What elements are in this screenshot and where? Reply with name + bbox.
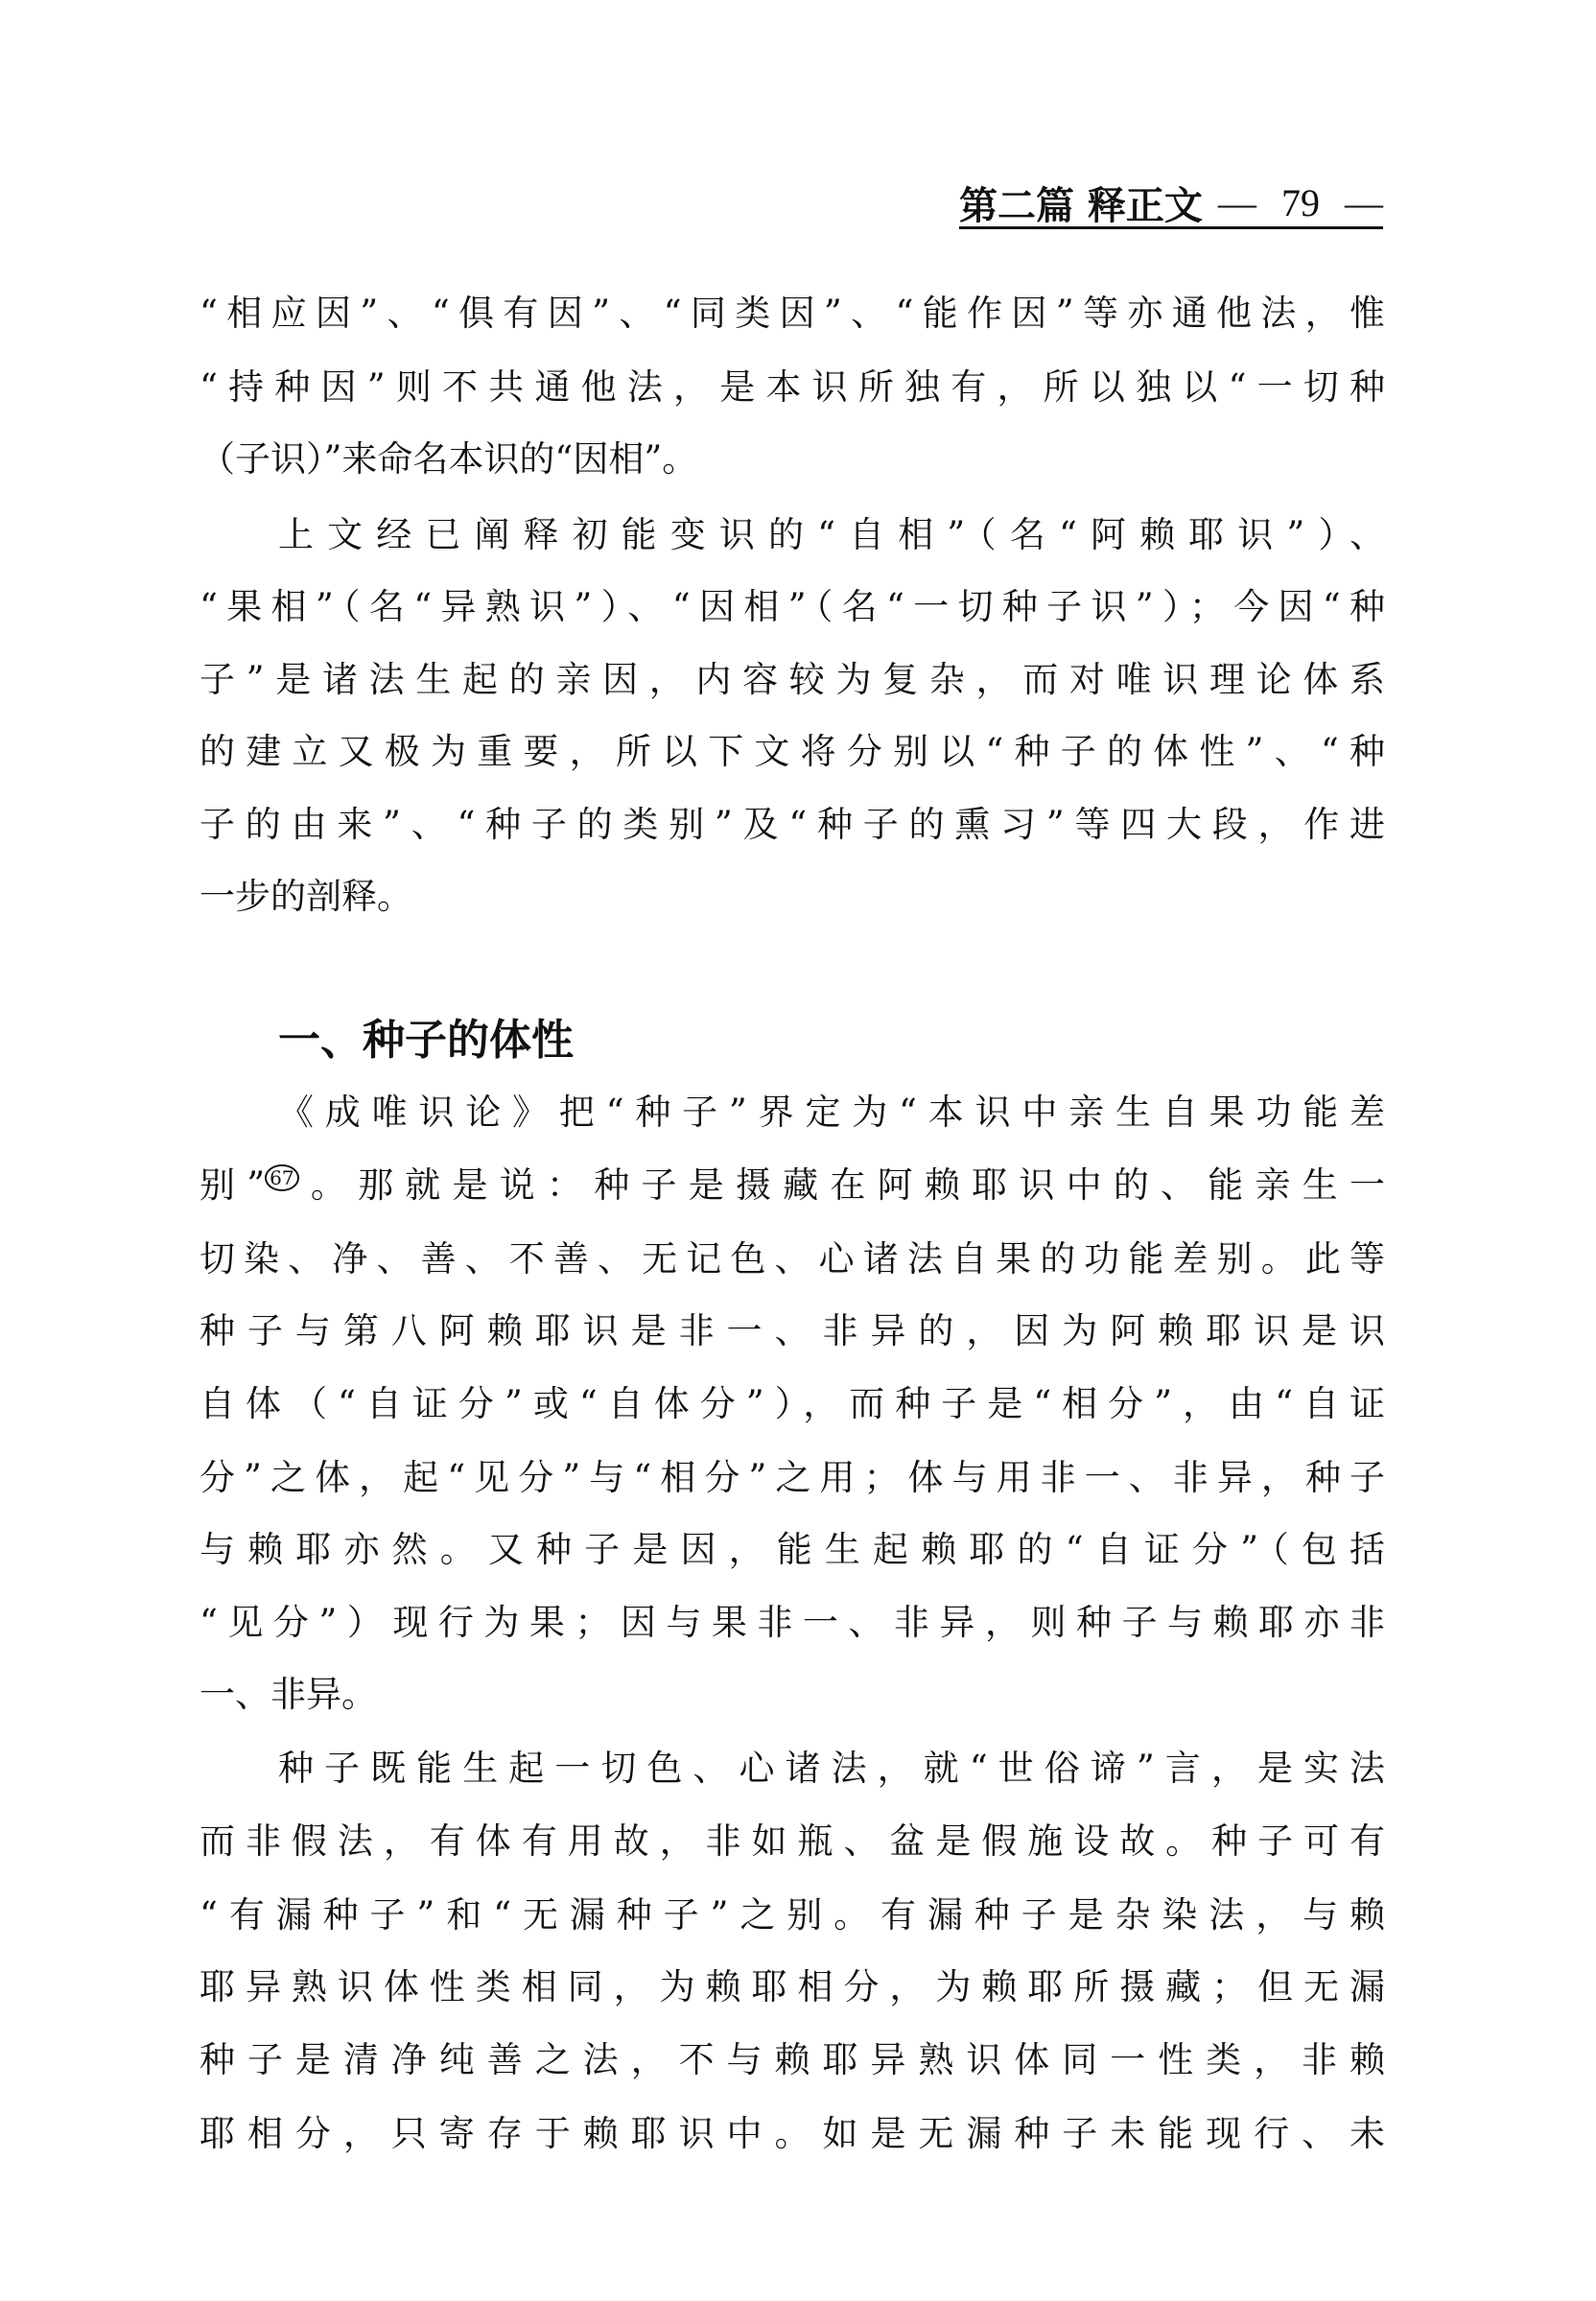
text-line: 一步的剖释。 bbox=[200, 876, 412, 917]
text-line: “持种因”则不共通他法，是本识所独有，所以独以“一切种 bbox=[200, 366, 1385, 408]
page-dash: — bbox=[1218, 180, 1256, 224]
running-header bbox=[959, 178, 1383, 229]
text-line: “见分”）现行为果；因与果非一、非异，则种子与赖耶亦非 bbox=[200, 1602, 1385, 1643]
text-line: 一、非异。 bbox=[200, 1674, 377, 1715]
text-line: 的建立又极为重要，所以下文将分别以“种子的体性”、“种 bbox=[200, 731, 1385, 772]
text-line: 耶异熟识体性类相同，为赖耶相分，为赖耶所摄藏；但无漏 bbox=[200, 1966, 1385, 2008]
text-line: 种子与第八阿赖耶识是非一、非异的，因为阿赖耶识是识 bbox=[200, 1310, 1385, 1351]
text-line: 而非假法，有体有用故，非如瓶、盆是假施设故。种子可有 bbox=[200, 1820, 1385, 1862]
page-number: 79 bbox=[1281, 180, 1320, 224]
footnote-marker[interactable]: 67 bbox=[265, 1164, 298, 1191]
text-line: 子”是诸法生起的亲因，内容较为复杂，而对唯识理论体系 bbox=[200, 659, 1385, 700]
text-line: 分”之体，起“见分”与“相分”之用；体与用非一、非异，种子 bbox=[200, 1457, 1385, 1498]
section-heading: 一、种子的体性 bbox=[278, 1016, 574, 1065]
text-line bbox=[200, 1149, 1385, 1222]
text-line: 自体（“自证分”或“自体分”），而种子是“相分”，由“自证 bbox=[200, 1383, 1385, 1424]
text-line: 《成唯识论》把“种子”界定为“本识中亲生自果功能差 bbox=[278, 1092, 1385, 1133]
text-segment: 。那就是说：种子是摄藏在阿赖耶识中的、能亲生一 bbox=[298, 1164, 1385, 1206]
page-dash: — bbox=[1345, 180, 1383, 224]
page-number-group bbox=[1218, 180, 1383, 225]
text-line: “相应因”、“俱有因”、“同类因”、“能作因”等亦通他法，惟 bbox=[200, 293, 1385, 334]
text-line: 种子是清净纯善之法，不与赖耶异熟识体同一性类，非赖 bbox=[200, 2039, 1385, 2080]
text-line: 耶相分，只寄存于赖耶识中。如是无漏种子未能现行、未 bbox=[200, 2113, 1385, 2154]
text-segment: 别” bbox=[200, 1164, 266, 1206]
text-line: 上文经已阐释初能变识的“自相”（名“阿赖耶识”）、 bbox=[278, 514, 1385, 555]
text-line: 种子既能生起一切色、心诸法，就“世俗谛”言，是实法 bbox=[278, 1748, 1385, 1789]
text-line: “有漏种子”和“无漏种子”之别。有漏种子是杂染法，与赖 bbox=[200, 1894, 1385, 1936]
text-line: 切染、净、善、不善、无记色、心诸法自果的功能差别。此等 bbox=[200, 1238, 1385, 1280]
text-line: 子的由来”、“种子的类别”及“种子的熏习”等四大段，作进 bbox=[200, 804, 1385, 845]
header-section-title: 第二篇 释正文 bbox=[959, 183, 1203, 228]
text-line: 与赖耶亦然。又种子是因，能生起赖耶的“自证分”（包括 bbox=[200, 1529, 1385, 1570]
text-line: “果相”（名“异熟识”）、“因相”（名“一切种子识”）；今因“种 bbox=[200, 586, 1385, 627]
text-line: （子识）”来命名本识的“因相”。 bbox=[200, 438, 698, 480]
